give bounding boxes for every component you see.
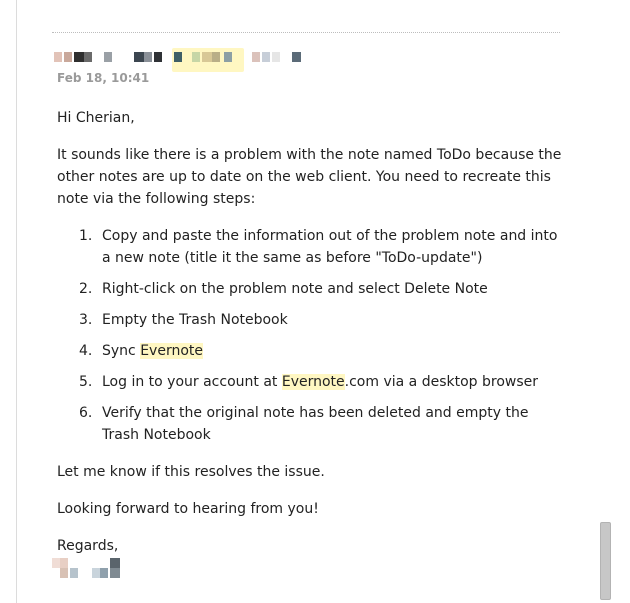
- list-item: [57, 309, 562, 331]
- list-item: [57, 225, 562, 269]
- greeting: Hi Cherian,: [57, 110, 135, 126]
- message-body: [57, 107, 562, 572]
- list-item: [57, 340, 562, 362]
- closing-remark: Looking forward to hearing from you!: [57, 501, 319, 517]
- step-text: Right-click on the problem note and select Delete Note: [102, 281, 488, 297]
- step-text: Verify that the original note has been deleted and empty the Trash Notebook: [102, 405, 529, 443]
- step-text: Copy and paste the information out of the problem note and into a new note (title it the same as before "ToDo-update"): [102, 228, 558, 266]
- steps-list: [57, 225, 562, 446]
- message-separator: [52, 32, 560, 33]
- step-number: 5.: [79, 374, 93, 390]
- left-divider: [16, 0, 17, 603]
- step-number: 3.: [79, 312, 93, 328]
- list-item: [57, 402, 562, 446]
- list-item: [57, 371, 562, 393]
- step-number: 2.: [79, 281, 93, 297]
- step-text: Empty the Trash Notebook: [102, 312, 288, 328]
- intro-paragraph: It sounds like there is a problem with the note named ToDo because the other notes are up to date on the web client. You need to recreate this note via the following steps:: [57, 147, 562, 207]
- highlighted-term: Evernote: [140, 343, 203, 359]
- step-number: 6.: [79, 405, 93, 421]
- signoff: Regards,: [57, 538, 119, 554]
- closing-question: Let me know if this resolves the issue.: [57, 464, 325, 480]
- message-timestamp: Feb 18, 10:41: [57, 71, 150, 85]
- step-number: 4.: [79, 343, 93, 359]
- step-text-prefix: Log in to your account at: [102, 374, 282, 390]
- list-item: [57, 278, 562, 300]
- scrollbar-thumb[interactable]: [600, 522, 611, 600]
- signature-redacted: [52, 558, 124, 578]
- step-text-suffix: .com via a desktop browser: [344, 374, 538, 390]
- step-text-prefix: Sync: [102, 343, 141, 359]
- sender-name-redacted: [54, 52, 314, 62]
- step-number: 1.: [79, 228, 93, 244]
- highlighted-term: Evernote: [281, 374, 345, 390]
